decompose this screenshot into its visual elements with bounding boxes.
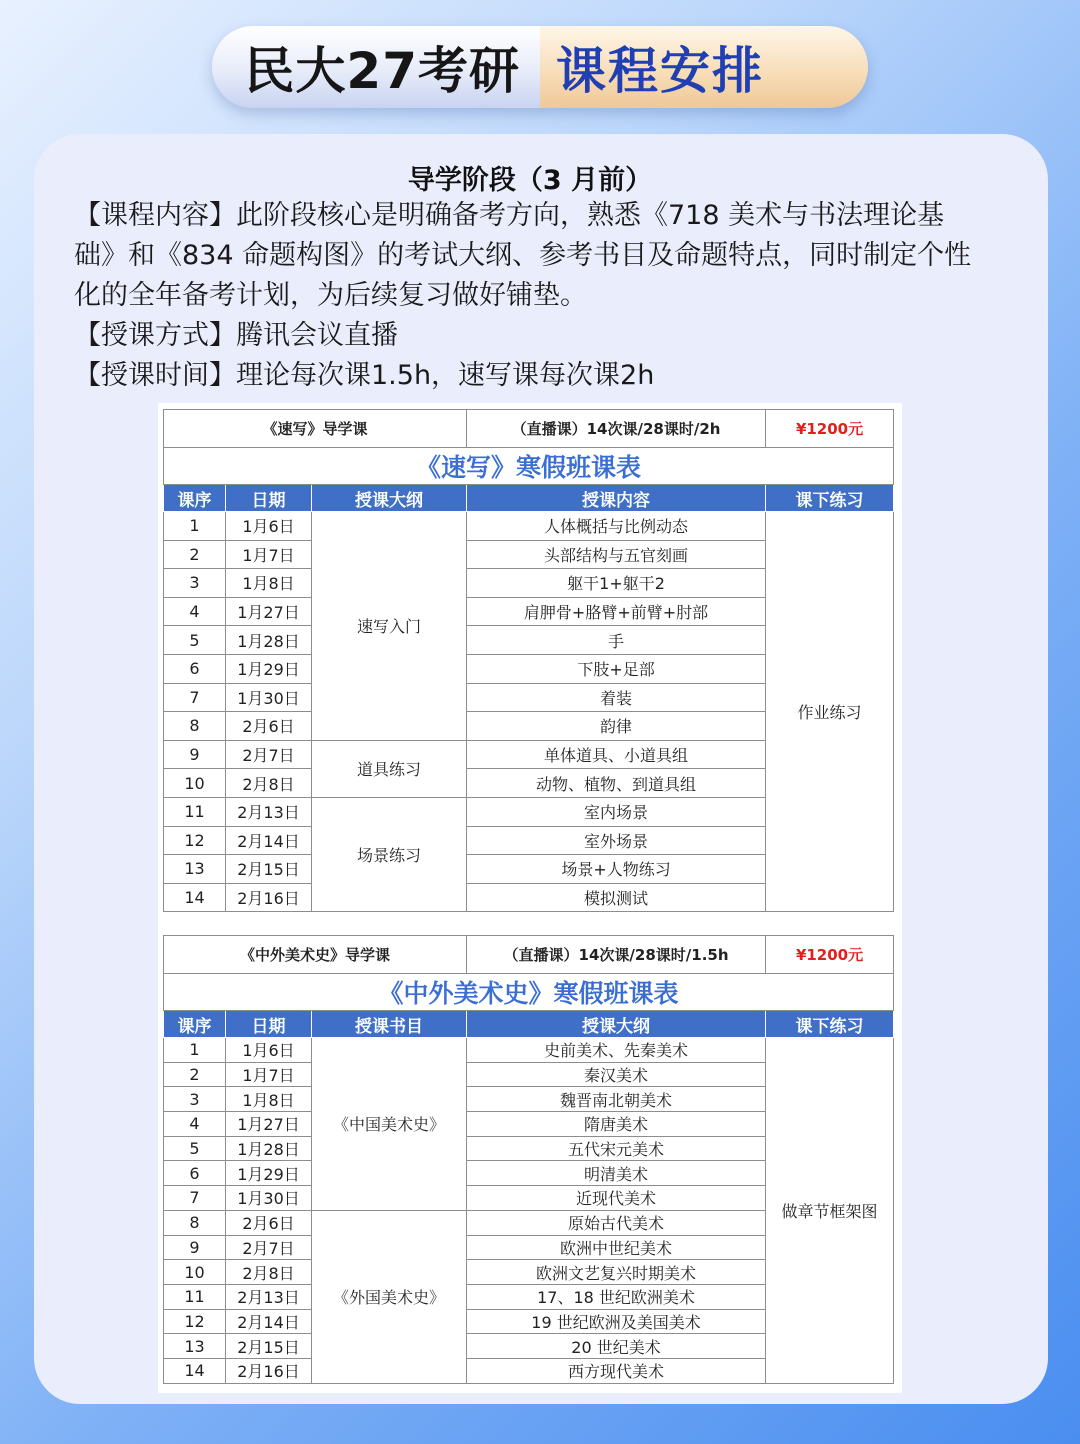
lesson-content: 动物、植物、到道具组 [467, 769, 766, 798]
table-row [164, 1038, 894, 1063]
column-header: 课下练习 [766, 485, 894, 512]
lesson-date: 1月6日 [226, 1038, 312, 1063]
lesson-date: 2月8日 [226, 769, 312, 798]
lesson-number: 6 [164, 654, 226, 683]
lesson-number: 2 [164, 540, 226, 569]
lesson-date: 1月30日 [226, 1186, 312, 1211]
lesson-number: 14 [164, 883, 226, 912]
lesson-date: 2月16日 [226, 1358, 312, 1383]
lesson-number: 10 [164, 769, 226, 798]
course-content-line-3: 化的全年备考计划，为后续复习做好铺垫。 [74, 280, 587, 311]
lesson-content: 欧洲中世纪美术 [467, 1235, 766, 1260]
teaching-time: 【授课时间】理论每次课1.5h，速写课每次课2h [74, 360, 655, 391]
column-header: 授课书目 [312, 1011, 467, 1038]
lesson-date: 1月8日 [226, 1087, 312, 1112]
lesson-number: 4 [164, 1112, 226, 1137]
column-header: 课序 [164, 485, 226, 512]
course-content-line-1: 【课程内容】此阶段核心是明确备考方向，熟悉《718 美术与书法理论基 [74, 200, 945, 231]
lesson-date: 2月15日 [226, 855, 312, 884]
lesson-outline: 《中国美术史》 [312, 1038, 467, 1211]
lesson-number: 10 [164, 1260, 226, 1285]
lesson-number: 9 [164, 1235, 226, 1260]
lesson-outline: 速写入门 [312, 512, 467, 741]
lesson-content: 韵律 [467, 712, 766, 741]
lesson-date: 2月15日 [226, 1334, 312, 1359]
lesson-date: 1月27日 [226, 1112, 312, 1137]
lesson-content: 五代宋元美术 [467, 1136, 766, 1161]
lesson-content: 近现代美术 [467, 1186, 766, 1211]
lesson-number: 14 [164, 1358, 226, 1383]
lesson-content: 着装 [467, 683, 766, 712]
title-banner [212, 26, 868, 108]
lesson-date: 2月7日 [226, 1235, 312, 1260]
homework-practice: 作业练习 [766, 512, 894, 912]
lesson-date: 2月14日 [226, 1309, 312, 1334]
sketch-schedule-table [163, 409, 894, 912]
column-header: 课下练习 [766, 1011, 894, 1038]
lesson-number: 6 [164, 1161, 226, 1186]
lesson-number: 11 [164, 797, 226, 826]
lesson-content: 手 [467, 626, 766, 655]
lesson-content: 19 世纪欧洲及美国美术 [467, 1309, 766, 1334]
lesson-date: 2月13日 [226, 797, 312, 826]
teaching-method: 【授课方式】腾讯会议直播 [74, 320, 398, 351]
lesson-content: 秦汉美术 [467, 1062, 766, 1087]
table-header-row [164, 485, 894, 512]
lesson-date: 1月8日 [226, 569, 312, 598]
lesson-number: 3 [164, 1087, 226, 1112]
banner-right-text: 课程安排 [540, 26, 868, 108]
column-header: 授课大纲 [467, 1011, 766, 1038]
lesson-date: 2月8日 [226, 1260, 312, 1285]
lesson-content: 模拟测试 [467, 883, 766, 912]
lesson-number: 2 [164, 1062, 226, 1087]
column-header: 日期 [226, 1011, 312, 1038]
lesson-outline: 场景练习 [312, 797, 467, 911]
lesson-number: 11 [164, 1284, 226, 1309]
lesson-number: 13 [164, 855, 226, 884]
lesson-date: 1月7日 [226, 540, 312, 569]
lesson-date: 1月27日 [226, 597, 312, 626]
course-price: ¥1200元 [766, 410, 894, 448]
column-header: 授课内容 [467, 485, 766, 512]
lesson-outline: 道具练习 [312, 740, 467, 797]
lesson-date: 2月14日 [226, 826, 312, 855]
table-title-row [164, 448, 894, 485]
lesson-content: 欧洲文艺复兴时期美术 [467, 1260, 766, 1285]
course-format: （直播课）14次课/28课时/2h [467, 410, 766, 448]
lesson-number: 4 [164, 597, 226, 626]
lesson-content: 魏晋南北朝美术 [467, 1087, 766, 1112]
lesson-content: 西方现代美术 [467, 1358, 766, 1383]
lesson-number: 12 [164, 826, 226, 855]
column-header: 授课大纲 [312, 485, 467, 512]
table-row [164, 512, 894, 541]
banner-left-text: 民大27考研 [212, 26, 540, 108]
lesson-content: 室外场景 [467, 826, 766, 855]
lesson-date: 1月7日 [226, 1062, 312, 1087]
schedule-tables [158, 403, 902, 1393]
lesson-content: 肩胛骨+胳臂+前臂+肘部 [467, 597, 766, 626]
lesson-date: 2月6日 [226, 1210, 312, 1235]
lesson-content: 躯干1+躯干2 [467, 569, 766, 598]
lesson-number: 12 [164, 1309, 226, 1334]
lesson-number: 9 [164, 740, 226, 769]
lesson-date: 2月6日 [226, 712, 312, 741]
lesson-date: 2月7日 [226, 740, 312, 769]
art-history-schedule-table [163, 935, 894, 1384]
table-header-row [164, 1011, 894, 1038]
lesson-number: 8 [164, 1210, 226, 1235]
course-name: 《速写》导学课 [164, 410, 467, 448]
lesson-date: 2月13日 [226, 1284, 312, 1309]
lesson-content: 史前美术、先秦美术 [467, 1038, 766, 1063]
stage-title: 导学阶段（3 月前） [407, 165, 653, 196]
homework-practice: 做章节框架图 [766, 1038, 894, 1384]
lesson-content: 原始古代美术 [467, 1210, 766, 1235]
lesson-content: 20 世纪美术 [467, 1334, 766, 1359]
lesson-date: 1月6日 [226, 512, 312, 541]
lesson-date: 1月30日 [226, 683, 312, 712]
column-header: 日期 [226, 485, 312, 512]
lesson-date: 2月16日 [226, 883, 312, 912]
lesson-content: 室内场景 [467, 797, 766, 826]
lesson-content: 场景+人物练习 [467, 855, 766, 884]
lesson-number: 7 [164, 1186, 226, 1211]
lesson-date: 1月28日 [226, 1136, 312, 1161]
column-header: 课序 [164, 1011, 226, 1038]
lesson-content: 隋唐美术 [467, 1112, 766, 1137]
lesson-number: 5 [164, 626, 226, 655]
lesson-content: 17、18 世纪欧洲美术 [467, 1284, 766, 1309]
lesson-outline: 《外国美术史》 [312, 1210, 467, 1383]
lesson-content: 头部结构与五官刻画 [467, 540, 766, 569]
lesson-content: 单体道具、小道具组 [467, 740, 766, 769]
course-info-row [164, 936, 894, 974]
course-content-line-2: 础》和《834 命题构图》的考试大纲、参考书目及命题特点，同时制定个性 [74, 240, 972, 271]
lesson-number: 13 [164, 1334, 226, 1359]
course-price: ¥1200元 [766, 936, 894, 974]
lesson-content: 人体概括与比例动态 [467, 512, 766, 541]
lesson-number: 7 [164, 683, 226, 712]
lesson-date: 1月28日 [226, 626, 312, 655]
table-title-row [164, 974, 894, 1011]
course-format: （直播课）14次课/28课时/1.5h [467, 936, 766, 974]
course-info-row [164, 410, 894, 448]
lesson-number: 5 [164, 1136, 226, 1161]
table-title: 《中外美术史》寒假班课表 [164, 974, 894, 1011]
lesson-number: 1 [164, 512, 226, 541]
lesson-content: 下肢+足部 [467, 654, 766, 683]
table-title: 《速写》寒假班课表 [164, 448, 894, 485]
course-name: 《中外美术史》导学课 [164, 936, 467, 974]
lesson-number: 3 [164, 569, 226, 598]
lesson-number: 8 [164, 712, 226, 741]
lesson-date: 1月29日 [226, 654, 312, 683]
lesson-content: 明清美术 [467, 1161, 766, 1186]
lesson-date: 1月29日 [226, 1161, 312, 1186]
lesson-number: 1 [164, 1038, 226, 1063]
